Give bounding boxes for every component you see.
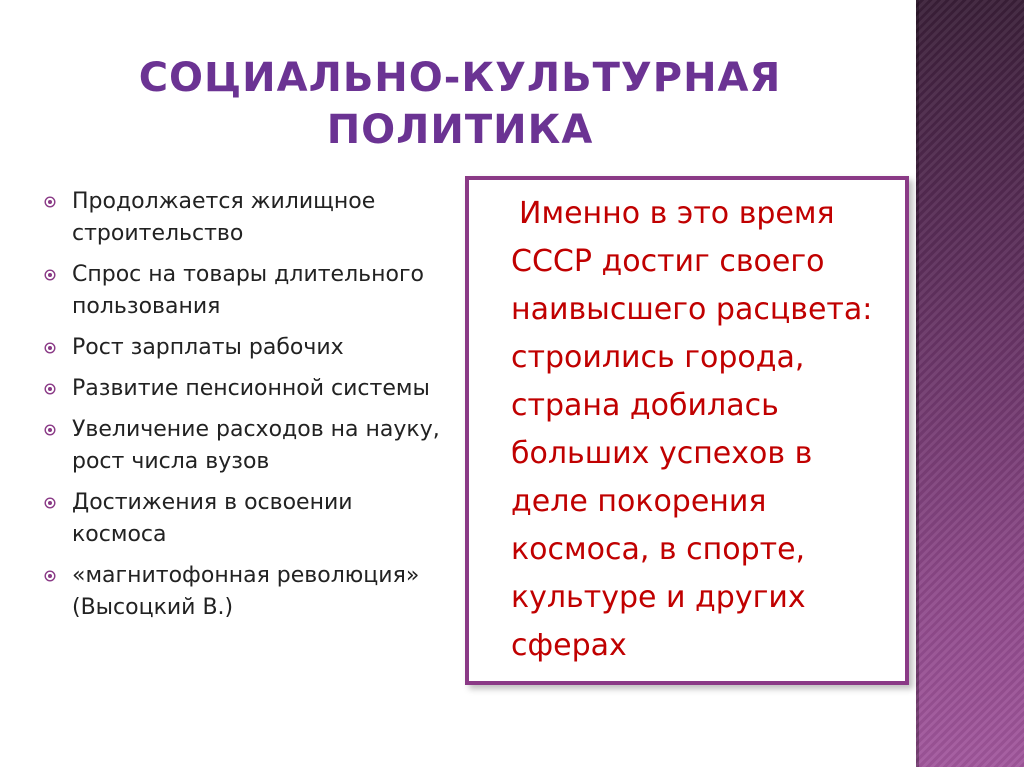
bullet-item — [42, 487, 442, 551]
bullet-item — [42, 332, 442, 364]
bullet-text: Спрос на товары длительного пользования — [72, 262, 424, 319]
circled-dot-icon — [44, 570, 56, 582]
quote-box — [465, 176, 909, 685]
bullet-text: Увеличение расходов на науку, рост числа вузов — [72, 417, 440, 474]
bullet-item — [42, 560, 442, 624]
circled-dot-icon — [44, 342, 56, 354]
bullet-list — [42, 186, 442, 633]
quote-text: Именно в это время СССР достиг своего наивысшего расцвета: строились города, страна добилась больших успехов в деле покорения космоса, в спорте, культуре и других сферах — [511, 196, 873, 663]
bullet-text: Развитие пенсионной системы — [72, 376, 430, 401]
bullet-item — [42, 186, 442, 250]
decorative-side-band — [916, 0, 1024, 767]
bullet-item — [42, 414, 442, 478]
title-line-2: ПОЛИТИКА — [326, 107, 594, 153]
circled-dot-icon — [44, 424, 56, 436]
circled-dot-icon — [44, 196, 56, 208]
circled-dot-icon — [44, 383, 56, 395]
slide-title — [100, 52, 820, 156]
bullet-item — [42, 259, 442, 323]
bullet-text: «магнитофонная революция» (Высоцкий В.) — [72, 563, 420, 620]
bullet-text: Рост зарплаты рабочих — [72, 335, 344, 360]
circled-dot-icon — [44, 269, 56, 281]
bullet-text: Продолжается жилищное строительство — [72, 189, 376, 246]
bullet-item — [42, 373, 442, 405]
circled-dot-icon — [44, 497, 56, 509]
bullet-text: Достижения в освоении космоса — [72, 490, 353, 547]
side-band-edge — [916, 0, 919, 767]
title-line-1: СОЦИАЛЬНО-КУЛЬТУРНАЯ — [138, 55, 782, 101]
